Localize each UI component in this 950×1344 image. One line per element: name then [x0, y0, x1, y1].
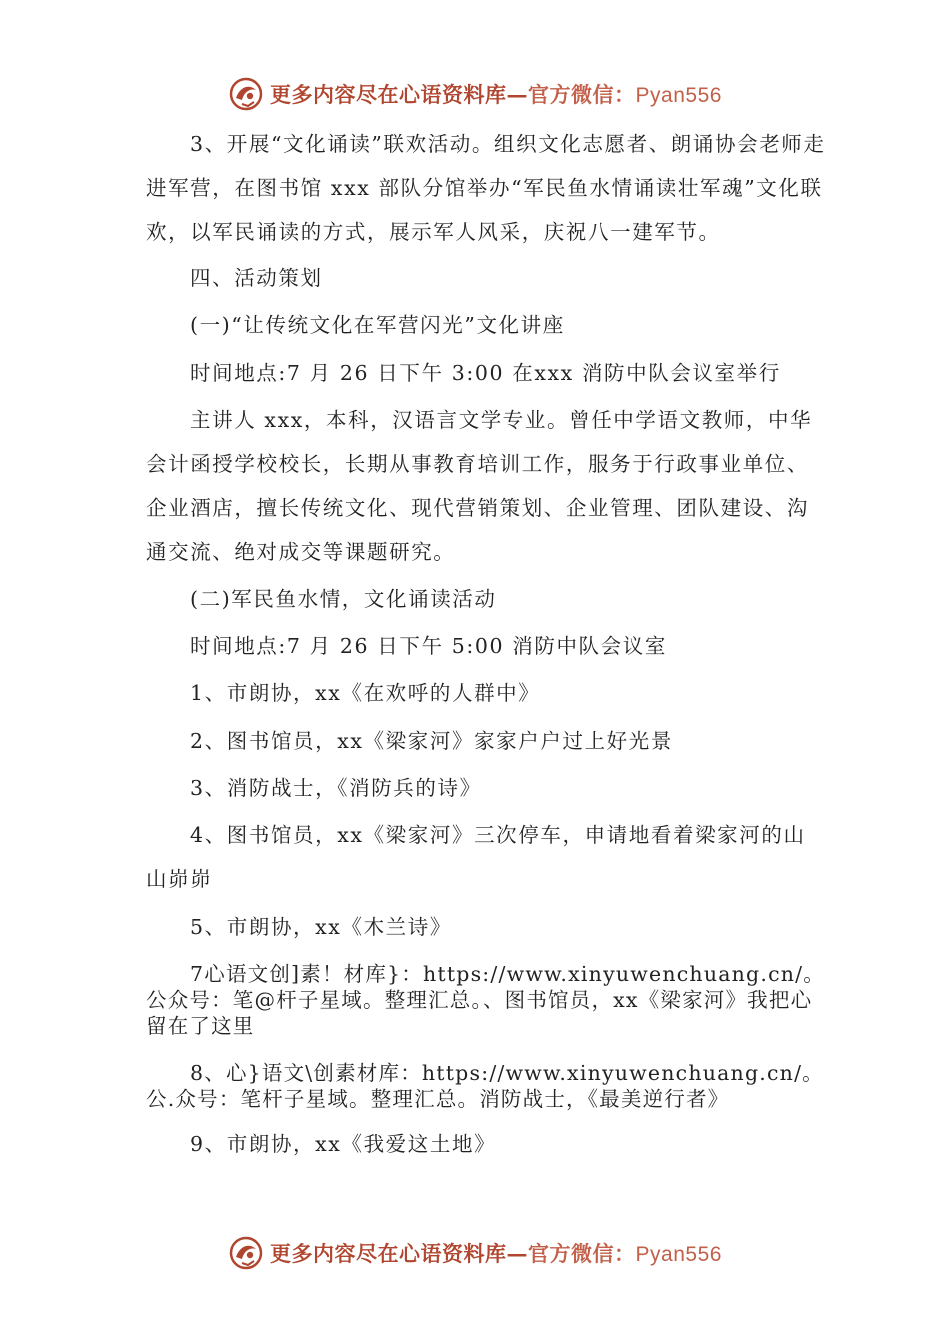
- paragraph-activity-3: 3、开展“文化诵读”联欢活动。组织文化志愿者、朗诵协会老师走进军营，在图书馆 xxx 部队分馆举办“军民鱼水情诵读壮军魂”文化联欢，以军民诵读的方式，展示军人风采，庆祝八一建军节。: [146, 132, 826, 244]
- wechat-label: 官方微信：: [528, 82, 636, 107]
- time-location-2: 时间地点:7 月 26 日下午 5:00 消防中队会议室: [190, 634, 667, 658]
- wechat-id: Pyan556: [635, 1243, 722, 1266]
- banner-text: [270, 1238, 722, 1268]
- program-item-2: 2、图书馆员，xx《梁家河》家家户户过上好光景: [190, 729, 673, 753]
- footer-watermark-banner: [0, 1233, 950, 1273]
- speaker-bio: 主讲人 xxx，本科，汉语言文学专业。曾任中学语文教师，中华会计函授学校校长，长期从事教育培训工作，服务于行政事业单位、企业酒店，擅长传统文化、现代营销策划、企业管理、团队建设、沟通交流、绝对成交等课题研究。: [146, 408, 813, 564]
- program-item-5: 5、市朗协，xx《木兰诗》: [190, 915, 452, 939]
- section-heading-4: 四、活动策划: [190, 266, 323, 290]
- program-item-9: 9、市朗协，xx《我爱这土地》: [190, 1132, 497, 1156]
- wechat-id: Pyan556: [635, 84, 722, 107]
- xinyu-logo-icon: [228, 76, 264, 112]
- subsection-heading-2: (二)军民鱼水情，文化诵读活动: [190, 587, 497, 611]
- banner-dash: —: [506, 82, 529, 107]
- banner-title: 更多内容尽在心语资料库: [270, 82, 507, 107]
- banner-title: 更多内容尽在心语资料库: [270, 1241, 507, 1266]
- program-item-3: 3、消防战士，《消防兵的诗》: [190, 776, 482, 800]
- time-location-1: 时间地点:7 月 26 日下午 3:00 在xxx 消防中队会议室举行: [190, 361, 781, 385]
- xinyu-logo-icon: [228, 1235, 264, 1271]
- header-watermark-banner: [0, 74, 950, 114]
- program-item-1: 1、市朗协，xx《在欢呼的人群中》: [190, 681, 541, 705]
- program-item-4: 4、图书馆员，xx《梁家河》三次停车，申请地看着梁家河的山山峁峁: [146, 823, 806, 891]
- banner-content: [228, 76, 722, 112]
- program-item-7: 7心语文创]素！材库}：https://www.xinyuwenchuang.cn/。公众号：笔@杆子星域。整理汇总。、图书馆员，xx《梁家河》我把心留在了这里: [146, 962, 825, 1038]
- banner-text: [270, 79, 722, 109]
- subsection-heading-1: (一)“让传统文化在军营闪光”文化讲座: [190, 313, 565, 337]
- program-item-8: 8、心}语文\创素材库：https://www.xinyuwenchuang.cn/。公.众号：笔杆子星域。整理汇总。消防战士，《最美逆行者》: [146, 1061, 824, 1111]
- banner-content: [228, 1235, 722, 1271]
- banner-dash: —: [506, 1241, 529, 1266]
- wechat-label: 官方微信：: [528, 1241, 636, 1266]
